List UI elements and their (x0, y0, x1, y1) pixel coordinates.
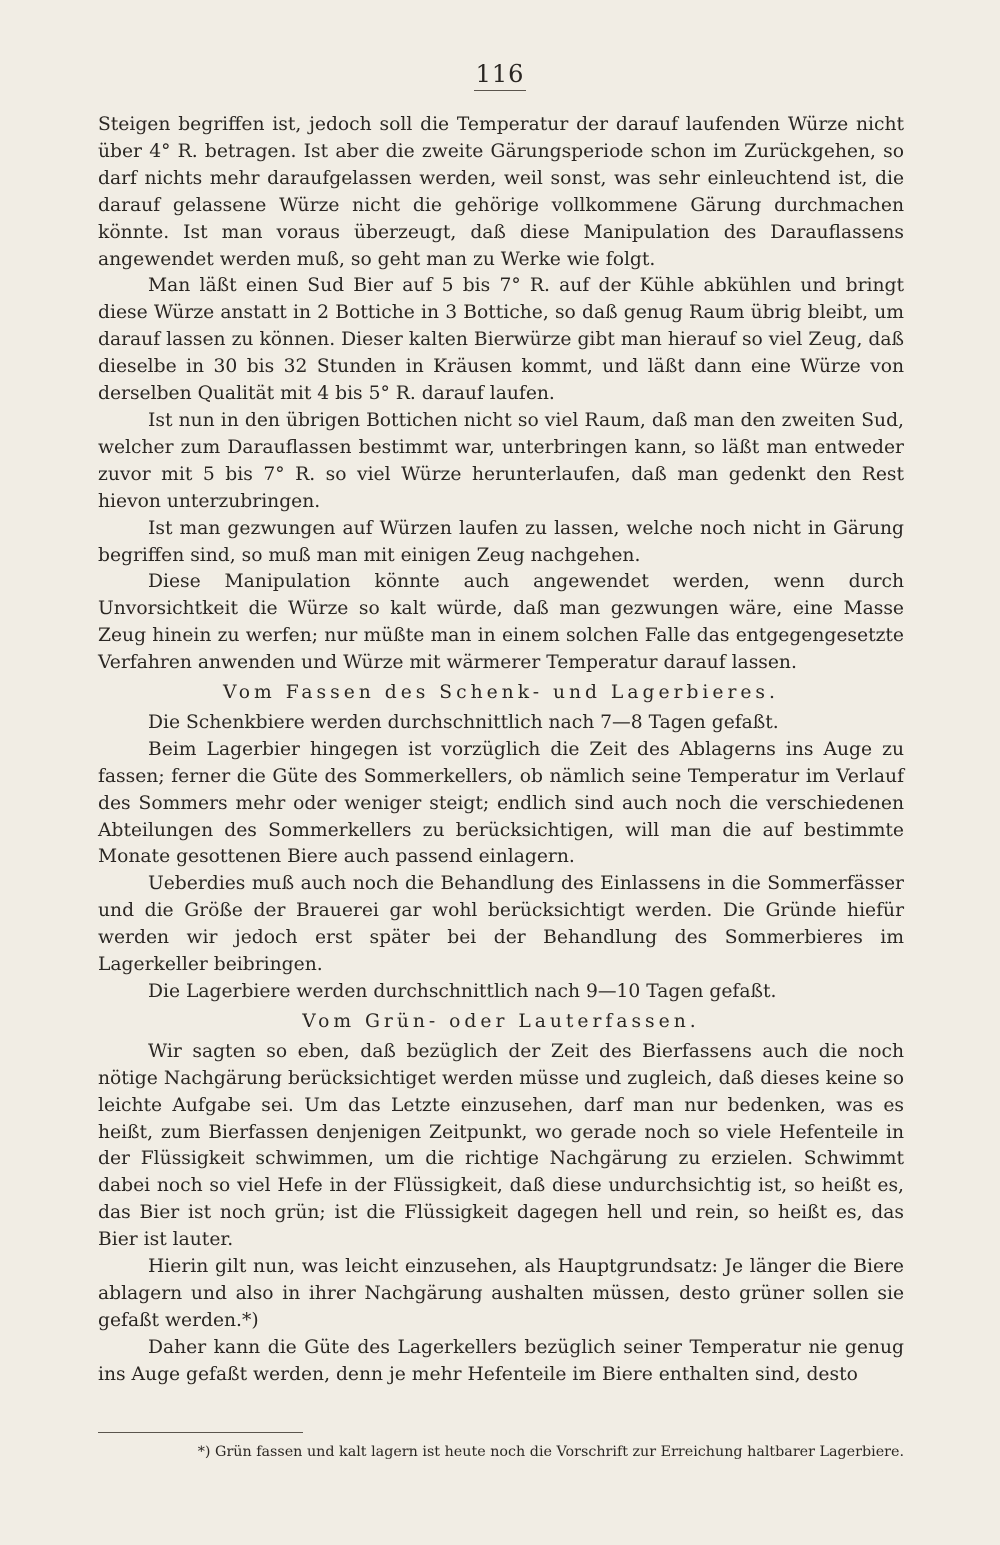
paragraph: Daher kann die Güte des Lagerkellers bezüglich seiner Temperatur nie genug ins Auge gefaßt werden, denn je mehr Hefenteile im Biere enthalten sind, desto (98, 1336, 904, 1385)
footnote: *) Grün fassen und kalt lagern ist heute noch die Vorschrift zur Erreichung haltbarer Lagerbiere. (197, 1444, 904, 1460)
paragraph: Man läßt einen Sud Bier auf 5 bis 7° R. auf der Kühle abkühlen und bringt diese Würze anstatt in 2 Bottiche in 3 Bottiche, so daß genug Raum übrig bleibt, um darauf lassen zu können. Dieser kalten Bierwürze gibt man hierauf so viel Zeug, daß dieselbe in 30 bis 32 Stunden in Kräusen kommt, und läßt dann eine Würze von derselben Qualität mit 4 bis 5° R. darauf laufen. (98, 275, 904, 405)
paragraph: Ueberdies muß auch noch die Behandlung des Einlassens in die Sommerfässer und die Größe der Brauerei gar wohl berücksichtigt werden. Die Gründe hiefür werden wir jedoch erst später bei der Behandlung des Sommerbieres im Lagerkeller beibringen. (98, 873, 904, 976)
paragraph: Diese Manipulation könnte auch angewendet werden, wenn durch Unvorsichtkeit die Würze so kalt würde, daß man gezwungen wäre, eine Masse Zeug hinein zu werfen; nur müßte man in einem solchen Falle das entgegengesetzte Verfahren anwenden und Würze mit wärmerer Temperatur darauf lassen. (98, 571, 904, 674)
paragraph: Die Lagerbiere werden durchschnittlich nach 9—10 Tagen gefaßt. (148, 981, 777, 1002)
paragraph: Ist nun in den übrigen Bottichen nicht so viel Raum, daß man den zweiten Sud, welcher zum Darauflassen bestimmt war, unterbringen kann, so läßt man entweder zuvor mit 5 bis 7° R. so viel Würze herunterlaufen, daß man gedenkt den Rest hievon unterzubringen. (98, 409, 904, 512)
paragraph: Ist man gezwungen auf Würzen laufen zu lassen, welche noch nicht in Gärung begriffen sind, so muß man mit einigen Zeug nachgehen. (98, 517, 904, 566)
section-heading: Vom Fassen des Schenk- und Lagerbieres. (223, 682, 779, 704)
section-heading: Vom Grün- oder Lauterfassen. (302, 1010, 700, 1032)
page-number: 116 (475, 60, 525, 88)
paragraph: Wir sagten so eben, daß bezüglich der Zeit des Bierfassens auch die noch nötige Nachgärung berücksichtiget werden müsse und zugleich, daß dieses keine so leichte Aufgabe sei. Um das Letzte einzusehen, darf man nur bedenken, was es heißt, zum Bierfassen denjenigen Zeitpunkt, wo gerade noch so viele Hefenteile in der Flüssigkeit schwimmen, um die richtige Nachgärung zu erzielen. Schwimmt dabei noch so viel Hefe in der Flüssigkeit, daß diese undurchsichtig ist, so heißt es, das Bier ist noch grün; ist die Flüssigkeit dagegen hell und rein, so heißt es, das Bier ist lauter. (98, 1040, 904, 1251)
paragraph: Hierin gilt nun, was leicht einzusehen, als Hauptgrundsatz: Je länger die Biere ablagern und also in ihrer Nachgärung aushalten müssen, desto grüner sollen sie gefaßt werden.*) (98, 1256, 904, 1331)
body-text (98, 112, 904, 1389)
paragraph: Beim Lagerbier hingegen ist vorzüglich die Zeit des Ablagerns ins Auge zu fassen; ferner die Güte des Sommerkellers, ob nämlich seine Temperatur im Verlauf des Sommers mehr oder weniger steigt; endlich sind auch noch die verschiedenen Abteilungen des Sommerkellers zu berücksichtigen, will man die auf bestimmte Monate gesottenen Biere auch passend einlagern. (98, 738, 904, 868)
page-number-underline (474, 90, 526, 91)
footnote-separator (98, 1432, 303, 1433)
paragraph: Die Schenkbiere werden durchschnittlich nach 7—8 Tagen gefaßt. (148, 711, 779, 733)
paragraph-continued: Steigen begriffen ist, jedoch soll die Temperatur der darauf laufenden Würze nicht über 4° R. betragen. Ist aber die zweite Gärungsperiode schon im Zurückgehen, so darf nichts mehr daraufgelassen werden, weil sonst, was sehr einleuchtend ist, die darauf gelassene Würze nicht die gehörige vollkommene Gärung durchmachen könnte. Ist man voraus überzeugt, daß diese Manipulation des Darauflassens angewendet werden muß, so geht man zu Werke wie folgt. (98, 114, 904, 270)
